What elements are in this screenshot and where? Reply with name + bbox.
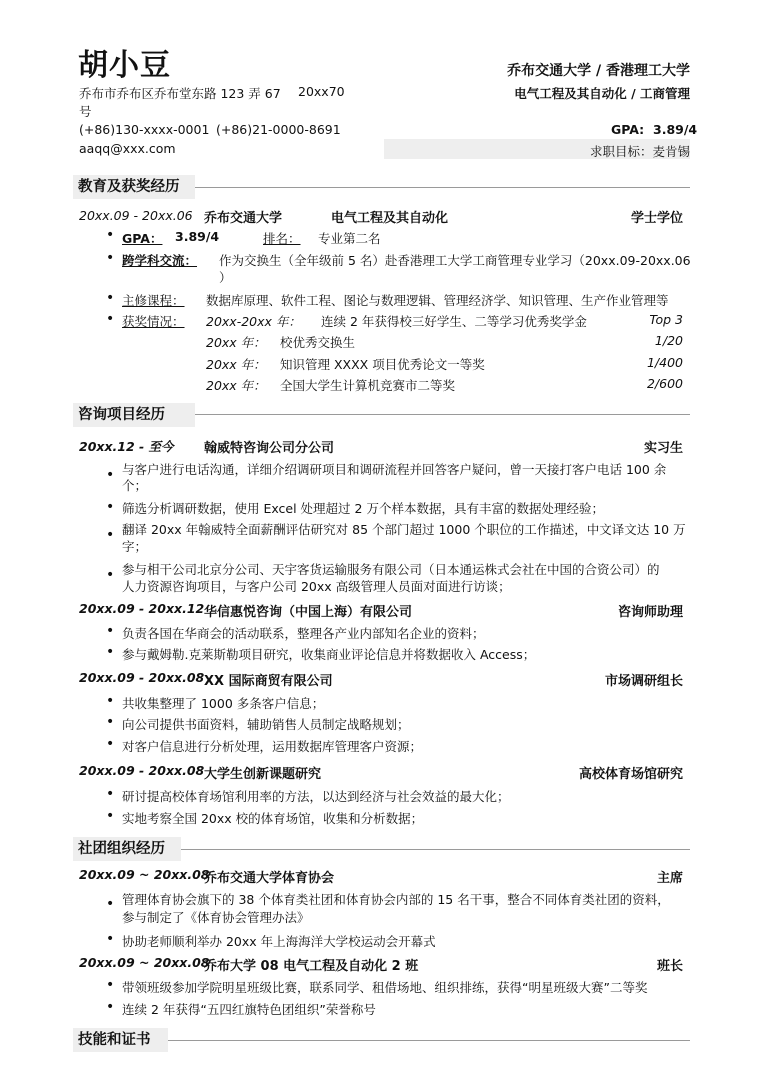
club-bullet: 连续 2 年获得“五四红旗特色团组织”荣誉称号	[122, 1002, 376, 1017]
university-header: 乔布交通大学 / 香港理工大学	[507, 63, 690, 79]
bullet-icon: •	[106, 896, 115, 912]
job-bullet: 负责各国在华商会的活动联系，整理各产业内部知名企业的资料；	[122, 626, 485, 641]
job-bullet: 翻译 20xx 年翰威特全面薪酬评估研究对 85 个部门超过 1000 个职位的工作描述，中文译文达 10 万	[122, 522, 686, 537]
bullet-icon: •	[106, 227, 115, 243]
bullet-icon: •	[106, 644, 115, 660]
mobile-phone: (+86)130-xxxx-0001	[79, 122, 210, 137]
job-bullet: 参与戴姆勒.克莱斯勒项目研究，收集商业评论信息并将数据收入 Access；	[122, 647, 536, 662]
award-year: 20xx 年：	[206, 378, 266, 393]
awards-label: 获奖情况：	[122, 314, 185, 329]
courses-label: 主修课程：	[122, 293, 185, 308]
gpa-label: GPA：	[122, 231, 163, 246]
address-line-2: 号	[79, 104, 92, 119]
section-title-skills: 技能和证书	[73, 1028, 168, 1052]
award-desc: 校优秀交换生	[280, 335, 356, 350]
section-title-clubs: 社团组织经历	[73, 837, 181, 861]
award-desc: 知识管理 XXXX 项目优秀论文一等奖	[280, 357, 485, 372]
job-bullet: 实地考察全国 20xx 校的体育场馆，收集和分析数据；	[122, 811, 424, 826]
bullet-icon: •	[106, 736, 115, 752]
award-desc: 连续 2 年获得校三好学生、二等学习优秀奖学金	[321, 314, 587, 329]
bullet-icon: •	[106, 250, 115, 266]
job-bullet-cont: 字；	[122, 539, 148, 554]
job-goal: 求职目标：麦肯锡	[589, 144, 690, 159]
job-role: 高校体育场馆研究	[578, 767, 683, 782]
bullet-icon: •	[106, 467, 115, 483]
club-org: 乔布交通大学体育协会	[204, 871, 335, 886]
award-year: 20xx 年：	[206, 335, 266, 350]
job-bullet: 与客户进行电话沟通，详细介绍调研项目和调研流程并回答客户疑问，曾一天接打客户电话 100 余	[122, 462, 667, 477]
award-year: 20xx 年：	[206, 357, 266, 372]
job-bullet-cont: 人力资源咨询项目，与客户公司 20xx 高级管理人员面对面进行访谈；	[122, 579, 511, 594]
club-org: 乔布大学 08 电气工程及自动化 2 班	[204, 959, 419, 974]
education-degree: 学士学位	[630, 211, 683, 226]
bullet-icon: •	[106, 808, 115, 824]
club-date: 20xx.09 ~ 20xx.08	[79, 867, 210, 882]
section-title-education: 教育及获奖经历	[73, 175, 195, 199]
job-role: 市场调研组长	[604, 674, 683, 689]
exchange-value: 作为交换生（全年级前 5 名）赴香港理工大学工商管理专业学习（20xx.09-20xx.06	[219, 253, 691, 268]
job-org: XX 国际商贸有限公司	[204, 674, 333, 689]
exchange-value-cont: ）	[219, 270, 232, 285]
bullet-icon: •	[106, 567, 115, 583]
bullet-icon: •	[106, 693, 115, 709]
job-date: 20xx.09 - 20xx.08	[79, 670, 205, 685]
rank-value: 专业第二名	[318, 231, 381, 246]
job-date: 20xx.09 - 20xx.08	[79, 763, 205, 778]
postcode: 20xx70	[298, 84, 345, 99]
job-bullet: 对客户信息进行分析处理，运用数据库管理客户资源；	[122, 739, 423, 754]
bullet-icon: •	[106, 714, 115, 730]
email: aaqq@xxx.com	[79, 141, 176, 156]
exchange-label: 跨学科交流：	[122, 253, 198, 268]
job-bullet: 共收集整理了 1000 多条客户信息；	[122, 696, 325, 711]
job-date: 20xx.12 - 至今	[79, 439, 174, 454]
bullet-icon: •	[106, 786, 115, 802]
job-org: 华信惠悦咨询（中国上海）有限公司	[204, 605, 413, 620]
office-phone: (+86)21-0000-8691	[216, 122, 341, 137]
club-bullet-cont: 参与制定了《体育协会管理办法》	[122, 910, 310, 925]
job-org: 大学生创新课题研究	[204, 767, 322, 782]
major-header: 电气工程及其自动化 / 工商管理	[514, 86, 690, 101]
courses-value: 数据库原理、软件工程、图论与数理逻辑、管理经济学、知识管理、生产作业管理等	[206, 293, 669, 308]
job-bullet: 向公司提供书面资料，辅助销售人员制定战略规划；	[122, 717, 410, 732]
job-org: 翰威特咨询公司分公司	[204, 441, 335, 456]
award-rank: 1/20	[654, 333, 683, 348]
award-desc: 全国大学生计算机竞赛市二等奖	[280, 378, 456, 393]
job-role: 咨询师助理	[617, 605, 683, 620]
award-rank: 2/600	[646, 376, 683, 391]
club-role: 主席	[656, 871, 683, 886]
section-title-consulting: 咨询项目经历	[73, 403, 195, 427]
bullet-icon: •	[106, 499, 115, 515]
club-date: 20xx.09 ~ 20xx.08	[79, 955, 210, 970]
club-bullet: 管理体育协会旗下的 38 个体育类社团和体育协会内部的 15 名干事，整合不同体育类社团的资料，	[122, 892, 670, 907]
education-major: 电气工程及其自动化	[331, 211, 449, 226]
award-year: 20xx-20xx 年：	[206, 314, 301, 329]
gpa-value: 3.89/4	[175, 229, 220, 244]
club-bullet: 协助老师顺利举办 20xx 年上海海洋大学校运动会开幕式	[122, 934, 436, 949]
job-bullet: 研讨提高校体育场馆利用率的方法，以达到经济与社会效益的最大化；	[122, 789, 510, 804]
bullet-icon: •	[106, 977, 115, 993]
section-divider	[78, 1040, 690, 1041]
job-bullet: 参与相干公司北京分公司、天宇客货运输服务有限公司（日本通运株式会社在中国的合资公司）的	[122, 562, 660, 577]
club-role: 班长	[656, 959, 683, 974]
gpa-value: 3.89/4	[653, 122, 698, 137]
bullet-icon: •	[106, 623, 115, 639]
job-date: 20xx.09 - 20xx.12	[79, 601, 205, 616]
education-date: 20xx.09 - 20xx.06	[79, 208, 193, 223]
award-rank: Top 3	[649, 312, 683, 327]
candidate-name: 胡小豆	[78, 48, 171, 83]
rank-label: 排名：	[263, 231, 301, 246]
club-bullet: 带领班级参加学院明星班级比赛，联系同学、租借场地、组织排练，获得“明星班级大赛”二等奖	[122, 980, 648, 995]
gpa-label: GPA:	[611, 122, 645, 137]
job-bullet-cont: 个；	[122, 478, 148, 493]
bullet-icon: •	[106, 527, 115, 543]
bullet-icon: •	[106, 931, 115, 947]
bullet-icon: •	[106, 311, 115, 327]
bullet-icon: •	[106, 999, 115, 1015]
job-bullet: 筛选分析调研数据，使用 Excel 处理超过 2 万个样本数据，具有丰富的数据处理经验；	[122, 501, 604, 516]
education-school: 乔布交通大学	[204, 211, 283, 226]
bullet-icon: •	[106, 290, 115, 306]
address-line: 乔布市乔布区乔布堂东路 123 弄 67	[79, 86, 281, 101]
award-rank: 1/400	[646, 355, 683, 370]
job-role: 实习生	[643, 441, 683, 456]
